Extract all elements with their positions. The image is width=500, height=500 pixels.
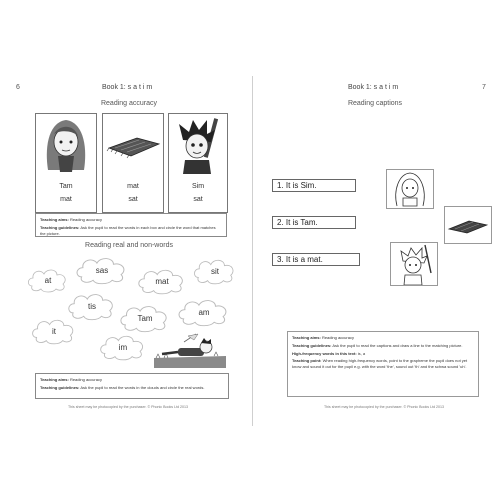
picture-boy-small [390,242,438,286]
picture-box-mat [102,113,164,213]
right-footer: This sheet may be photocopied by the purchaser. © Phonic Books Ltd 2013 [323,405,445,409]
cloud-word [98,332,148,362]
cloud-word [74,254,130,286]
notes1-guidelines: Teaching guidelines: Ask the pupil to read the words in each box and circle the word that matches the picture. [40,224,216,236]
cloud-word-text: Tam [137,313,153,323]
left-book-title: Book 1: s a t i m [102,84,153,91]
teaching-notes-clouds [35,373,229,399]
notes2-guidelines: Teaching guidelines: Ask the pupil to read the words in the clouds and circle the real words. [40,384,205,390]
notes2-aims: Teaching aims: Reading accuracy [40,377,102,382]
cloud-word-text: it [52,326,56,336]
caption-3: 3. It is a mat. [272,253,360,266]
cloud-word-text: sit [211,266,219,276]
cloud-word [30,316,78,346]
girl-illustration [36,114,96,174]
right-book-title: Book 1: s a t i m [348,84,399,91]
boy-illustration [169,114,227,174]
box1-word-2: mat [60,196,72,203]
book-spread [4,76,496,426]
teaching-notes-accuracy [35,213,227,237]
notes3-teaching-point: Teaching point: When reading high-frequency words, point to the grapheme the pupil does not yet know and sound it out for the pupil e.g. with the word 'the', sound out 'th' and the schwa sound 'uh'. [292,358,468,370]
cloud-word [136,266,188,296]
mat-small-illustration [445,207,491,243]
left-footer: This sheet may be photocopied by the purchaser. © Phonic Books Ltd 2013 [67,405,189,409]
picture-box-girl [35,113,97,213]
picture-girl-small [386,169,434,209]
cloud-word-text: sas [95,265,109,275]
right-page-number: 7 [482,84,486,91]
page-gutter [252,76,253,426]
notes3-aims: Teaching aims: Reading accuracy [292,335,354,340]
box3-word-1: Sim [191,183,205,190]
box2-word-1: mat [127,183,139,190]
left-page-number: 6 [16,84,20,91]
cloud-word-text: tis [88,301,96,311]
notes3-high-frequency: High-frequency words in this text: is, a [292,350,366,356]
notes1-aims: Teaching aims: Reading accuracy [40,217,102,222]
cloud-word-text: at [44,275,52,285]
notes3-guidelines: Teaching guidelines: Ask the pupil to read the captions and draw a line to the matching picture. [292,342,463,348]
teaching-notes-captions [287,331,479,397]
caption-1: 1. It is Sim. [272,179,356,192]
reclining-boy-illustration [154,330,226,368]
box3-word-2: sat [193,196,203,203]
box1-word-1: Tam [59,183,73,190]
reading-captions-heading: Reading captions [347,100,403,107]
reading-accuracy-heading: Reading accuracy [100,100,158,107]
caption-2: 2. It is Tam. [272,216,356,229]
cloud-word [192,256,238,286]
cloud-word [176,296,232,328]
cloud-word-text: im [118,342,128,352]
picture-mat-small [444,206,492,244]
picture-box-boy [168,113,228,213]
mat-illustration [103,114,163,174]
real-nonwords-heading: Reading real and non-words [85,242,173,249]
cloud-word-text: mat [155,276,169,286]
boy-outline-illustration [391,243,437,285]
cloud-word [26,266,70,294]
box2-word-2: sat [128,196,138,203]
girl-outline-illustration [387,170,433,208]
cloud-word-text: am [198,307,210,317]
